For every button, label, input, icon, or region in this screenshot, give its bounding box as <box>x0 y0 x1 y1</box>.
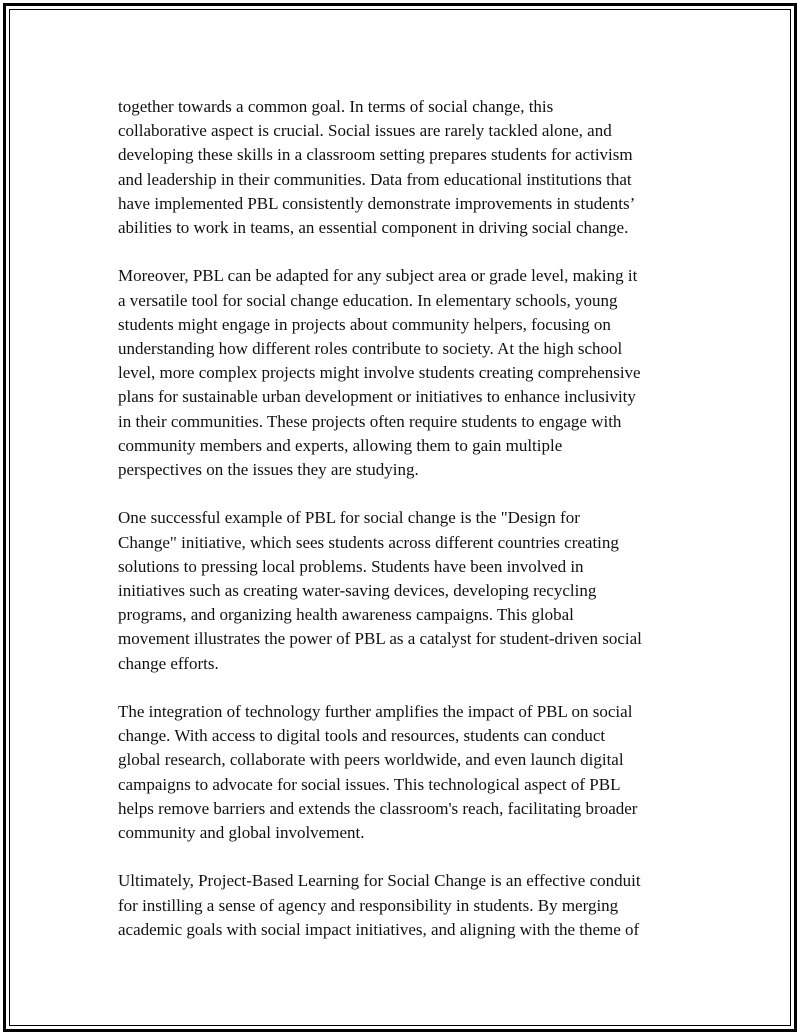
text-line: for instilling a sense of agency and responsibility in students. By merging <box>118 895 619 915</box>
text-line: community and global involvement. <box>118 823 365 843</box>
paragraph <box>118 95 696 240</box>
paragraph <box>118 869 696 942</box>
text-line: movement illustrates the power of PBL as a catalyst for student-driven social <box>118 629 642 649</box>
text-line: solutions to pressing local problems. Students have been involved in <box>118 556 584 576</box>
paragraph <box>118 506 696 675</box>
text-line: change. With access to digital tools and resources, students can conduct <box>118 726 606 746</box>
text-line: helps remove barriers and extends the classroom's reach, facilitating broader <box>118 798 638 818</box>
text-line: have implemented PBL consistently demonstrate improvements in students’ <box>118 193 636 213</box>
text-line: students might engage in projects about community helpers, focusing on <box>118 314 611 334</box>
text-line: a versatile tool for social change education. In elementary schools, young <box>118 290 618 310</box>
text-line: change efforts. <box>118 653 219 673</box>
text-line: level, more complex projects might involve students creating comprehensive <box>118 363 641 383</box>
text-line: campaigns to advocate for social issues. This technological aspect of PBL <box>118 774 621 794</box>
text-line: understanding how different roles contribute to society. At the high school <box>118 339 623 359</box>
document-body <box>118 95 696 966</box>
text-line: and leadership in their communities. Data from educational institutions that <box>118 169 632 189</box>
text-line: developing these skills in a classroom setting prepares students for activism <box>118 145 633 165</box>
text-line: perspectives on the issues they are studying. <box>118 460 419 480</box>
text-line: Moreover, PBL can be adapted for any subject area or grade level, making it <box>118 266 638 286</box>
text-line: Ultimately, Project-Based Learning for Social Change is an effective conduit <box>118 871 641 891</box>
text-line: The integration of technology further amplifies the impact of PBL on social <box>118 702 633 722</box>
text-line: in their communities. These projects often require students to engage with <box>118 411 622 431</box>
text-line: Change" initiative, which sees students across different countries creating <box>118 532 619 552</box>
text-line: programs, and organizing health awareness campaigns. This global <box>118 605 574 625</box>
text-line: plans for sustainable urban development or initiatives to enhance inclusivity <box>118 387 636 407</box>
text-line: One successful example of PBL for social change is the "Design for <box>118 508 580 528</box>
text-line: community members and experts, allowing them to gain multiple <box>118 435 563 455</box>
paragraph <box>118 264 696 482</box>
page-frame <box>3 3 797 1032</box>
text-line: together towards a common goal. In terms of social change, this <box>118 97 554 116</box>
text-line: abilities to work in teams, an essential component in driving social change. <box>118 218 629 238</box>
text-line: collaborative aspect is crucial. Social issues are rarely tackled alone, and <box>118 121 612 141</box>
text-line: initiatives such as creating water-saving devices, developing recycling <box>118 581 597 601</box>
paragraph <box>118 700 696 845</box>
text-line: global research, collaborate with peers worldwide, and even launch digital <box>118 750 624 770</box>
text-line: academic goals with social impact initiatives, and aligning with the theme of <box>118 919 640 939</box>
